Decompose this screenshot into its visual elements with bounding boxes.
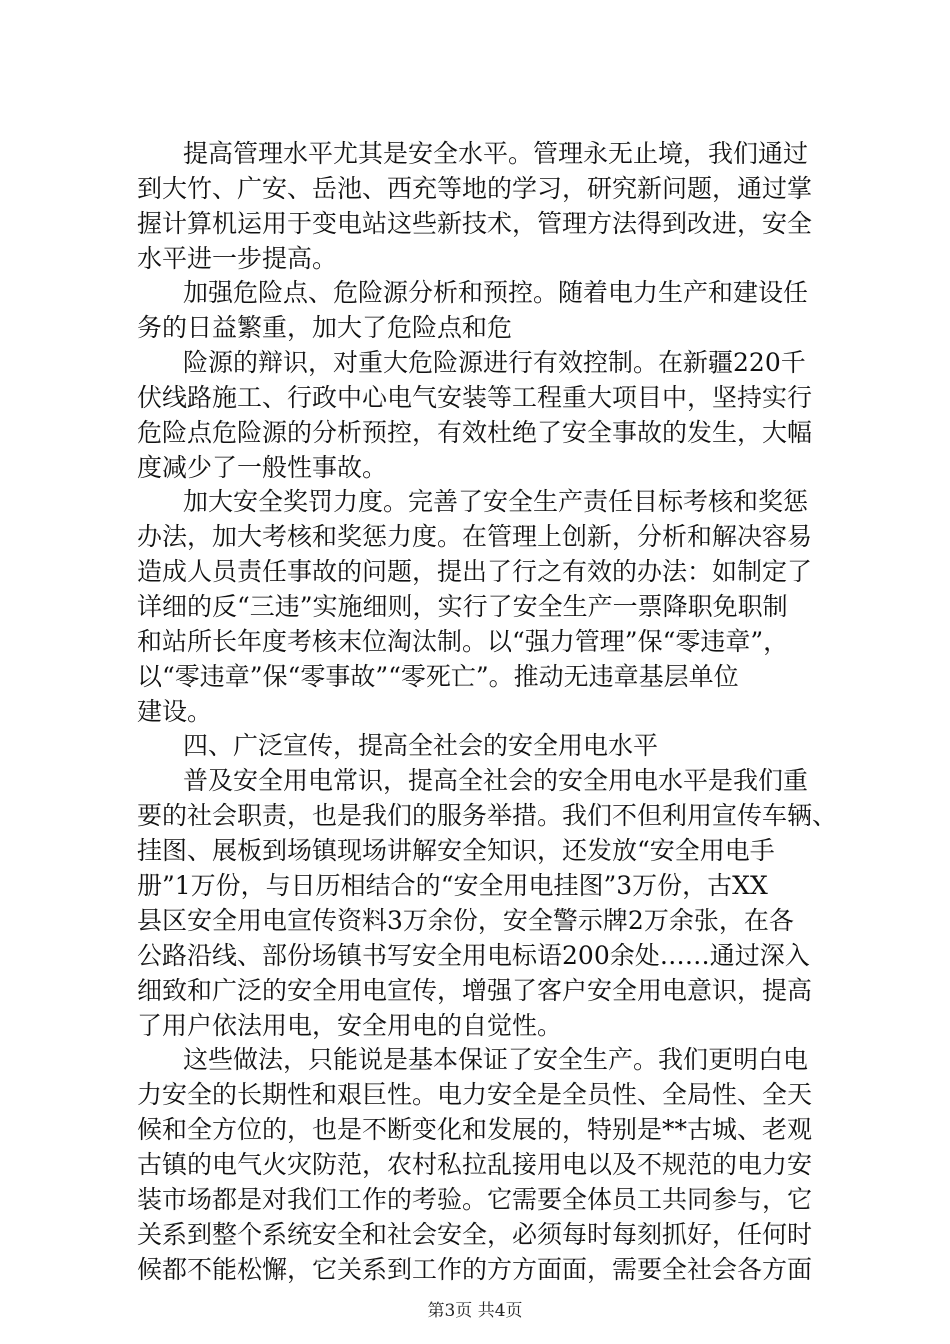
text-line: 建设。 [137,697,213,726]
text-line: 细致和广泛的安全用电宣传，增强了客户安全用电意识，提高 [137,976,813,1005]
text-line: 危险点危险源的分析预控，有效杜绝了安全事故的发生，大幅 [137,418,813,447]
text-line: 以“零违章”保“零事故”“零死亡”。推动无违章基层单位 [137,662,739,691]
text-line: 公路沿线、部份场镇书写安全用电标语200余处……通过深入 [137,941,810,970]
section-heading: 四、广泛宣传，提高全社会的安全用电水平 [183,731,659,760]
text-line: 候都不能松懈，它关系到工作的方方面面，需要全社会各方面 [137,1255,813,1284]
text-line: 详细的反“三违”实施细则，实行了安全生产一票降职免职制 [137,592,788,621]
text-line: 到大竹、广安、岳池、西充等地的学习，研究新问题，通过掌 [137,174,813,203]
text-line: 要的社会职责，也是我们的服务举措。我们不但利用宣传车辆、 [137,801,838,830]
text-line: 关系到整个系统安全和社会安全，必须每时每刻抓好，任何时 [137,1220,813,1249]
text-line: 伏线路施工、行政中心电气安装等工程重大项目中，坚持实行 [137,383,813,412]
text-line: 候和全方位的，也是不断变化和发展的，特别是**古城、老观 [137,1115,813,1144]
text-line: 加大安全奖罚力度。完善了安全生产责任目标考核和奖惩 [183,487,809,516]
text-line: 力安全的长期性和艰巨性。电力安全是全员性、全局性、全天 [137,1080,813,1109]
text-line: 办法，加大考核和奖惩力度。在管理上创新，分析和解决容易 [137,522,813,551]
text-line: 县区安全用电宣传资料3万余份，安全警示牌2万余张，在各 [137,906,794,935]
text-line: 和站所长年度考核末位淘汰制。以“强力管理”保“零违章”， [137,627,789,656]
text-line: 普及安全用电常识，提高全社会的安全用电水平是我们重 [183,766,809,795]
text-line: 了用户依法用电，安全用电的自觉性。 [137,1011,563,1040]
text-line: 装市场都是对我们工作的考验。它需要全体员工共同参与，它 [137,1185,813,1214]
text-line: 握计算机运用于变电站这些新技术，管理方法得到改进，安全 [137,209,813,238]
text-line: 务的日益繁重，加大了危险点和危 [137,313,513,342]
text-line: 册”1万份，与日历相结合的“安全用电挂图”3万份，古XX [137,871,768,900]
text-line: 险源的辩识，对重大危险源进行有效控制。在新疆220千 [183,348,806,377]
text-line: 加强危险点、危险源分析和预控。随着电力生产和建设任 [183,278,809,307]
text-line: 这些做法，只能说是基本保证了安全生产。我们更明白电 [183,1045,809,1074]
text-line: 挂图、展板到场镇现场讲解安全知识，还发放“安全用电手 [137,836,775,865]
text-line: 造成人员责任事故的问题，提出了行之有效的办法：如制定了 [137,557,813,586]
page-number-footer: 第3页 共4页 [427,1301,523,1321]
text-line: 提高管理水平尤其是安全水平。管理永无止境，我们通过 [183,139,809,168]
text-line: 古镇的电气火灾防范，农村私拉乱接用电以及不规范的电力安 [137,1150,813,1179]
text-line: 度减少了一般性事故。 [137,453,388,482]
text-line: 水平进一步提高。 [137,244,338,273]
